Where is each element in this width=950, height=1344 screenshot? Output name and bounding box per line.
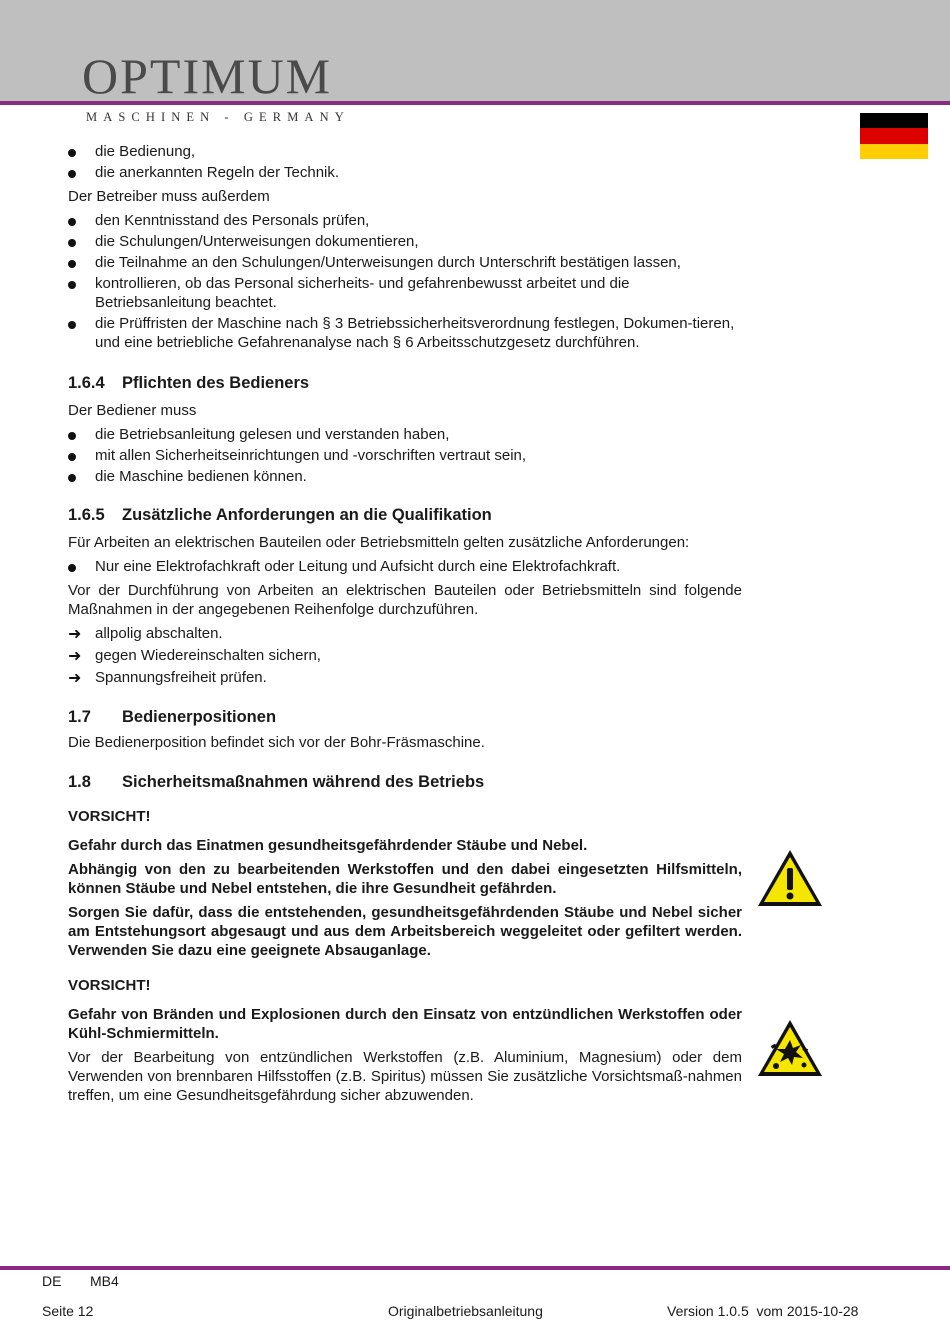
- warning-text: Sorgen Sie dafür, dass die entstehenden, gesundheitsgefährdenden Stäube und Nebel sicher am Entstehungsort abgesaugt und aus dem Arbeitsbereich weggeleitet oder gefiltert werden. Verwenden Sie dazu eine geeignete Absauganlage.: [68, 904, 742, 959]
- footer-accent-line: [0, 1266, 950, 1270]
- page-content: [68, 140, 742, 1105]
- list-qualification: [68, 557, 742, 576]
- warning-title: Gefahr von Bränden und Explosionen durch den Einsatz von entzündlichen Werkstoffen oder Kühl-Schmiermitteln.: [68, 1006, 742, 1042]
- bullet-icon: [68, 474, 76, 482]
- footer-doc-type: Originalbetriebsanleitung: [388, 1303, 543, 1319]
- list-item: kontrollieren, ob das Personal sicherheits- und gefahrenbewusst arbeitet und die Betriebsanleitung beachtet.: [68, 274, 742, 312]
- paragraph: Die Bedienerposition befindet sich vor der Bohr-Fräsmaschine.: [68, 734, 485, 751]
- paragraph-betreiber: Der Betreiber muss außerdem: [68, 188, 270, 205]
- brand-logo: OPTIMUM: [82, 48, 333, 104]
- list-operator-basics: [68, 142, 742, 182]
- warning-label: VORSICHT!: [68, 977, 151, 994]
- paragraph: Der Bediener muss: [68, 402, 197, 419]
- list-item: ➜ Spannungsfreiheit prüfen.: [68, 669, 267, 687]
- bullet-icon: [68, 453, 76, 461]
- bullet-icon: [68, 281, 76, 289]
- list-item: die Prüffristen der Maschine nach § 3 Betriebssicherheitsverordnung festlegen, Dokumen-tieren, und eine betriebliche Gefahrenanalyse nach § 6 Arbeitsschutzgesetz durchführen.: [68, 314, 742, 352]
- warning-triangle-icon: [756, 848, 824, 908]
- footer-page-number: Seite 12: [42, 1303, 94, 1319]
- bullet-icon: [68, 564, 76, 572]
- list-bediener-duties: [68, 425, 742, 486]
- bullet-icon: [68, 149, 76, 157]
- list-item: die Bedienung,: [68, 142, 742, 161]
- footer-language: DE: [42, 1273, 62, 1289]
- list-operator-duties: [68, 211, 742, 352]
- brand-tagline: MASCHINEN - GERMANY: [86, 110, 350, 124]
- list-item: ➜ allpolig abschalten.: [68, 625, 223, 643]
- bullet-icon: [68, 260, 76, 268]
- heading-1-7: 1.7 Bedienerpositionen: [68, 708, 277, 726]
- footer-model: MB4: [90, 1273, 119, 1289]
- list-item: Nur eine Elektrofachkraft oder Leitung und Aufsicht durch eine Elektrofachkraft.: [68, 557, 742, 576]
- bullet-icon: [68, 432, 76, 440]
- list-item: die Betriebsanleitung gelesen und verstanden haben,: [68, 425, 742, 444]
- paragraph: Für Arbeiten an elektrischen Bauteilen oder Betriebsmitteln gelten zusätzliche Anforderungen:: [68, 534, 690, 551]
- arrow-right-icon: ➜: [68, 626, 82, 643]
- list-steps: [68, 624, 742, 687]
- list-item: mit allen Sicherheitseinrichtungen und -vorschriften vertraut sein,: [68, 446, 742, 465]
- explosion-hazard-icon: [756, 1018, 824, 1078]
- bullet-icon: [68, 239, 76, 247]
- heading-1-8: 1.8 Sicherheitsmaßnahmen während des Betriebs: [68, 773, 485, 791]
- bullet-icon: [68, 218, 76, 226]
- footer-version: Version 1.0.5 vom 2015-10-28: [667, 1303, 859, 1319]
- list-item: die Maschine bedienen können.: [68, 467, 742, 486]
- arrow-right-icon: ➜: [68, 648, 82, 665]
- heading-1-6-4: 1.6.4 Pflichten des Bedieners: [68, 374, 310, 392]
- german-flag-icon: [860, 113, 928, 159]
- list-item: die Schulungen/Unterweisungen dokumentieren,: [68, 232, 742, 251]
- warning-label: VORSICHT!: [68, 808, 151, 825]
- bullet-icon: [68, 321, 76, 329]
- list-item: die anerkannten Regeln der Technik.: [68, 163, 742, 182]
- list-item: die Teilnahme an den Schulungen/Unterweisungen durch Unterschrift bestätigen lassen,: [68, 253, 742, 272]
- warning-title: Gefahr durch das Einatmen gesundheitsgefährdender Stäube und Nebel.: [68, 837, 588, 854]
- bullet-icon: [68, 170, 76, 178]
- paragraph: Vor der Durchführung von Arbeiten an elektrischen Bauteilen oder Betriebsmitteln sind folgende Maßnahmen in der angegebenen Reihenfolge durchzuführen.: [68, 582, 742, 618]
- list-item: ➜ gegen Wiedereinschalten sichern,: [68, 647, 321, 665]
- paragraph: Vor der Bearbeitung von entzündlichen Werkstoffen (z.B. Aluminium, Magnesium) oder dem Verwenden von brennbaren Hilfsstoffen (z.B. Spiritus) müssen Sie zusätzliche Vorsichtsmaß-nahmen treffen, um eine Gesundheitsgefährdung sicher abzuwenden.: [68, 1049, 742, 1104]
- list-item: den Kenntnisstand des Personals prüfen,: [68, 211, 742, 230]
- arrow-right-icon: ➜: [68, 670, 82, 687]
- heading-1-6-5: 1.6.5 Zusätzliche Anforderungen an die Qualifikation: [68, 506, 492, 524]
- warning-text: Abhängig von den zu bearbeitenden Werkstoffen und den dabei eingesetzten Hilfsmitteln, können Stäube und Nebel entstehen, die ihre Gesundheit gefährden.: [68, 861, 742, 897]
